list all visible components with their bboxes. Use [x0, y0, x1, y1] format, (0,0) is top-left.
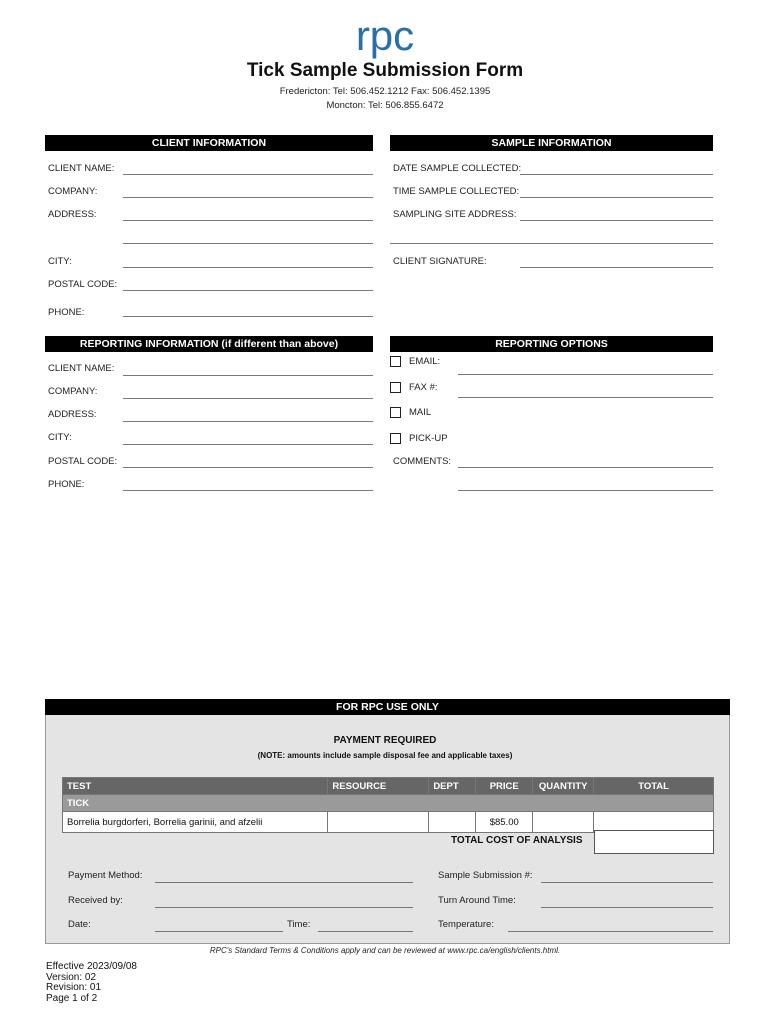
- address-field-line2[interactable]: [123, 243, 373, 244]
- email-label: EMAIL:: [409, 356, 441, 367]
- payment-table: [62, 777, 714, 833]
- rpc-use-heading: FOR RPC USE ONLY: [45, 699, 730, 715]
- signature-field[interactable]: [520, 267, 713, 268]
- site-address-field-line2[interactable]: [390, 243, 713, 244]
- comments-label: COMMENTS:: [393, 456, 452, 467]
- col-test: TEST: [63, 778, 328, 795]
- date-collected-field[interactable]: [520, 174, 713, 175]
- col-price: PRICE: [476, 778, 533, 795]
- received-by-field[interactable]: [155, 907, 413, 908]
- col-total: TOTAL: [594, 778, 714, 795]
- turn-around-field[interactable]: [541, 907, 713, 908]
- phone-field[interactable]: [123, 316, 373, 317]
- svg-text:rpc: rpc: [355, 20, 415, 59]
- category-tick: TICK: [63, 795, 714, 812]
- form-title: Tick Sample Submission Form: [246, 60, 524, 81]
- city-field[interactable]: [123, 267, 373, 268]
- rep-phone-field[interactable]: [123, 490, 373, 491]
- total-cost-field[interactable]: [594, 830, 714, 854]
- time-label: Time:: [287, 919, 311, 930]
- pickup-checkbox[interactable]: [390, 433, 401, 444]
- contact-moncton: Moncton: Tel: 506.855.6472: [326, 100, 444, 111]
- col-dept: DEPT: [429, 778, 476, 795]
- version: Version: 02: [46, 971, 97, 983]
- city-label: CITY:: [48, 256, 72, 267]
- comments-field-line2[interactable]: [458, 490, 713, 491]
- rep-address-field[interactable]: [123, 421, 373, 422]
- date-label: Date:: [68, 919, 91, 930]
- reporting-info-heading: REPORTING INFORMATION (if different than above): [45, 336, 373, 352]
- company-field[interactable]: [123, 197, 373, 198]
- postal-code-label: POSTAL CODE:: [48, 279, 118, 290]
- submission-no-field[interactable]: [541, 882, 713, 883]
- mail-checkbox[interactable]: [390, 407, 401, 418]
- client-name-label: CLIENT NAME:: [48, 163, 115, 174]
- payment-method-label: Payment Method:: [68, 870, 143, 881]
- date-collected-label: DATE SAMPLE COLLECTED:: [393, 163, 522, 174]
- comments-field[interactable]: [458, 467, 713, 468]
- payment-title: PAYMENT REQUIRED: [333, 735, 437, 746]
- time-collected-field[interactable]: [520, 197, 713, 198]
- email-checkbox[interactable]: [390, 356, 401, 367]
- rep-client-name-field[interactable]: [123, 375, 373, 376]
- fax-label: FAX #:: [409, 382, 438, 393]
- rep-company-label: COMPANY:: [48, 386, 98, 397]
- rep-city-field[interactable]: [123, 444, 373, 445]
- rep-company-field[interactable]: [123, 398, 373, 399]
- category-row: [63, 795, 714, 812]
- company-label: COMPANY:: [48, 186, 98, 197]
- cell-test: Borrelia burgdorferi, Borrelia garinii, and afzelii: [63, 812, 328, 833]
- terms-notice: RPC's Standard Terms & Conditions apply and can be reviewed at www.rpc.ca/english/clients.html.: [209, 946, 561, 955]
- postal-code-field[interactable]: [123, 290, 373, 291]
- date-field[interactable]: [155, 931, 283, 932]
- revision: Revision: 01: [46, 982, 102, 993]
- table-header-row: [63, 778, 714, 795]
- cell-resource[interactable]: [328, 812, 429, 833]
- rep-phone-label: PHONE:: [48, 479, 85, 490]
- rep-city-label: CITY:: [48, 432, 72, 443]
- time-collected-label: TIME SAMPLE COLLECTED:: [393, 186, 520, 197]
- cell-quantity[interactable]: [533, 812, 594, 833]
- payment-method-field[interactable]: [155, 882, 413, 883]
- rep-client-name-label: CLIENT NAME:: [48, 363, 115, 374]
- payment-note: (NOTE: amounts include sample disposal fee and applicable taxes): [257, 751, 513, 760]
- signature-label: CLIENT SIGNATURE:: [393, 256, 487, 267]
- rep-postal-code-label: POSTAL CODE:: [48, 456, 118, 467]
- cell-price: $85.00: [476, 812, 533, 833]
- client-name-field[interactable]: [123, 174, 373, 175]
- total-cost-label: TOTAL COST OF ANALYSIS: [451, 835, 583, 846]
- sample-info-heading: SAMPLE INFORMATION: [390, 135, 713, 151]
- address-field[interactable]: [123, 220, 373, 221]
- contact-fredericton: Fredericton: Tel: 506.452.1212 Fax: 506.452.1395: [279, 86, 491, 97]
- mail-label: MAIL: [409, 407, 432, 418]
- effective-date: Effective 2023/09/08: [46, 961, 137, 972]
- document-footer: [46, 962, 137, 1004]
- turn-around-label: Turn Around Time:: [438, 895, 516, 906]
- fax-field[interactable]: [458, 397, 713, 398]
- submission-no-label: Sample Submission #:: [438, 870, 533, 881]
- col-resource: RESOURCE: [328, 778, 429, 795]
- address-label: ADDRESS:: [48, 209, 97, 220]
- page-number: Page 1 of 2: [46, 992, 98, 1004]
- time-field[interactable]: [318, 931, 413, 932]
- temperature-label: Temperature:: [438, 919, 494, 930]
- received-by-label: Received by:: [68, 895, 123, 906]
- site-address-field[interactable]: [520, 220, 713, 221]
- col-quantity: QUANTITY: [533, 778, 594, 795]
- fax-checkbox[interactable]: [390, 382, 401, 393]
- email-field[interactable]: [458, 374, 713, 375]
- pickup-label: PICK-UP: [409, 433, 448, 444]
- temperature-field[interactable]: [508, 931, 713, 932]
- reporting-options-heading: REPORTING OPTIONS: [390, 336, 713, 352]
- phone-label: PHONE:: [48, 307, 85, 318]
- rep-postal-code-field[interactable]: [123, 467, 373, 468]
- site-address-label: SAMPLING SITE ADDRESS:: [393, 209, 517, 220]
- rpc-logo: [330, 20, 440, 62]
- client-info-heading: CLIENT INFORMATION: [45, 135, 373, 151]
- cell-dept[interactable]: [429, 812, 476, 833]
- rep-address-label: ADDRESS:: [48, 409, 97, 420]
